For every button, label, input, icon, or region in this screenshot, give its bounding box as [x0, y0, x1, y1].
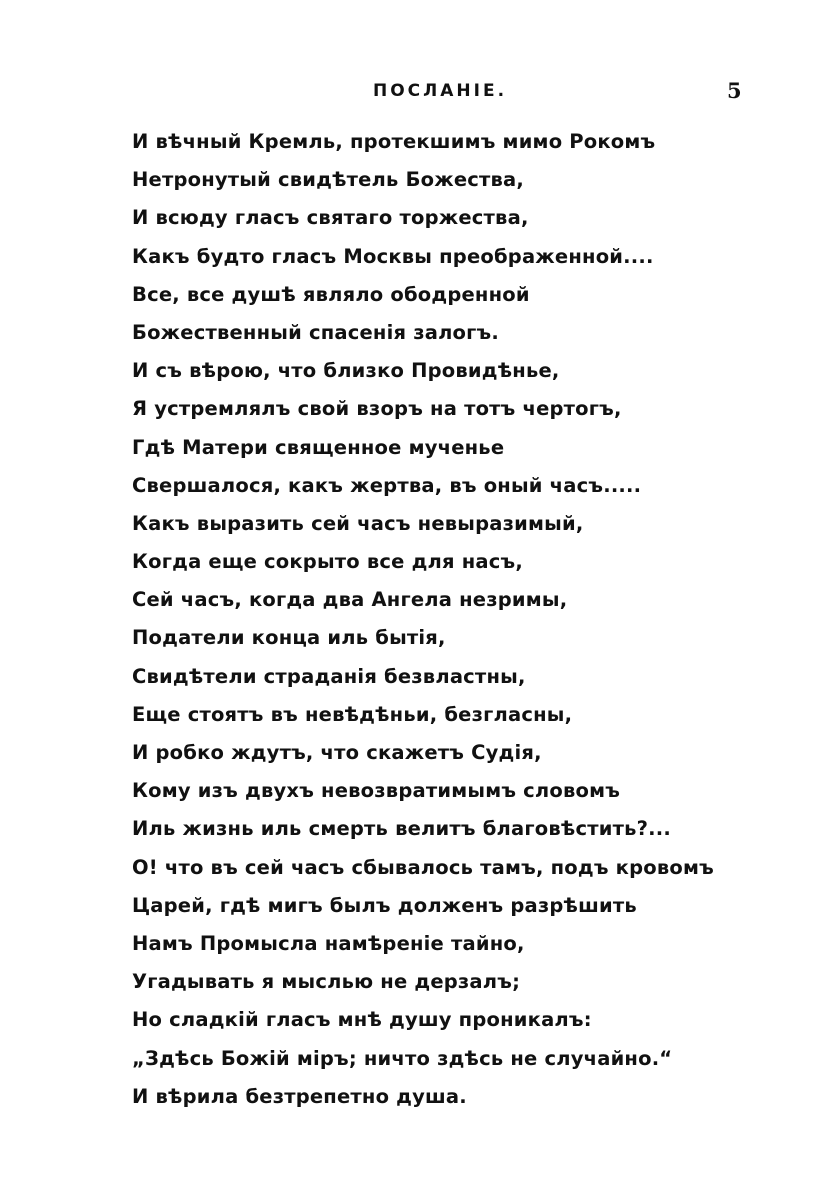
poem-line: Какъ будто гласъ Москвы преображенной....: [132, 244, 654, 268]
poem-text: [132, 123, 812, 1116]
poem-line: Угадывать я мыслью не дерзалъ;: [132, 970, 521, 994]
poem-line: О! что въ сей часъ сбывалось тамъ, подъ кровомъ: [132, 855, 714, 879]
poem-line: Еще стоятъ въ невѣдѣньи, безгласны,: [132, 702, 573, 726]
poem-line: Сей часъ, когда два Ангела незримы,: [132, 588, 568, 612]
poem-line: Божественный спасенія залогъ.: [132, 320, 500, 344]
poem-line: И всюду гласъ святаго торжества,: [132, 206, 529, 230]
poem-line: Иль жизнь иль смерть велитъ благовѣстить?...: [132, 817, 671, 841]
poem-line: Какъ выразить сей часъ невыразимый,: [132, 511, 584, 535]
running-title: ПОСЛАНІЕ.: [372, 81, 508, 101]
poem-line: Нетронутый свидѣтель Божества,: [132, 168, 525, 192]
poem-line: Но сладкій гласъ мнѣ душу проникалъ:: [132, 1008, 592, 1032]
poem-line: Когда еще сокрыто все для насъ,: [132, 550, 523, 574]
poem-line: Податели конца иль бытія,: [132, 626, 446, 650]
running-header: [0, 76, 840, 106]
poem-line: Гдѣ Матери священное мученье: [132, 435, 505, 459]
poem-line: Намъ Промысла намѣреніе тайно,: [132, 931, 525, 955]
poem-line: И вѣчный Кремль, протекшимъ мимо Рокомъ: [132, 130, 656, 153]
poem-line: Кому изъ двухъ невозвратимымъ словомъ: [132, 779, 621, 803]
poem-line: И съ вѣрою, что близко Провидѣнье,: [132, 359, 560, 383]
poem-line: „Здѣсь Божій міръ; ничто здѣсь не случайно.“: [132, 1046, 673, 1070]
poem-line: Все, все душѣ являло ободренной: [132, 282, 530, 306]
poem-line: И вѣрила безтрепетно душа.: [132, 1084, 467, 1108]
poem-line: Я устремлялъ свой взоръ на тотъ чертогъ,: [132, 397, 622, 421]
page-number: 5: [727, 78, 742, 103]
poem-line: И робко ждутъ, что скажетъ Судія,: [132, 741, 542, 764]
poem-line: Свершалося, какъ жертва, въ оный часъ.....: [132, 473, 642, 497]
poem-line: Царей, гдѣ мигъ былъ долженъ разрѣшить: [132, 893, 637, 917]
poem-line: Свидѣтели страданія безвластны,: [132, 664, 526, 688]
